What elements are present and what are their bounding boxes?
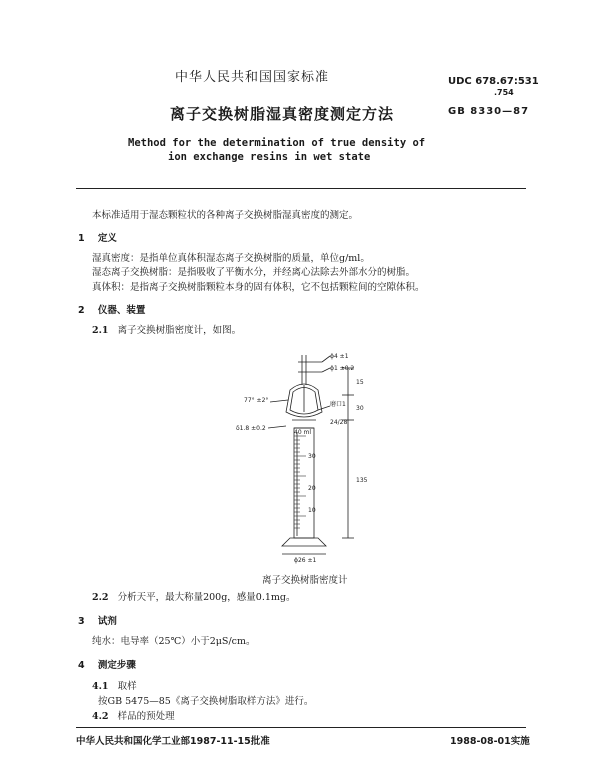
udc-number: 678.67:531 <box>475 76 539 87</box>
section-4-2: 4.2 样品的预处理 <box>92 711 175 722</box>
label-neck: 磨口1 <box>330 401 346 408</box>
label-joint: 24/28 <box>330 419 348 426</box>
label-10: 10 <box>308 507 316 514</box>
label-d4: ϕ4 ±1 <box>330 353 349 360</box>
standard-header: 中华人民共和国国家标准 <box>175 70 330 85</box>
section-4-1: 4.1 取样 <box>92 681 137 692</box>
label-h30: 30 <box>356 405 364 412</box>
title-english-line1: Method for the determination of true density of <box>128 137 426 149</box>
section-2-heading: 2 仪器、装置 <box>78 305 146 316</box>
section-2-1: 2.1 离子交换树脂密度计，如图。 <box>92 325 242 336</box>
section-3-text: 纯水：电导率（25℃）小于2μS/cm。 <box>92 636 256 647</box>
header-rule <box>76 188 526 189</box>
densitometer-figure <box>230 350 390 565</box>
approval-text: 中华人民共和国化学工业部1987-11-15批准 <box>76 736 270 747</box>
section-4-1-text: 按GB 5475—85《离子交换树脂取样方法》进行。 <box>98 696 314 707</box>
definition-item: 湿真密度：是指单位真体积湿态离子交换树脂的质量，单位g/ml。 <box>92 253 370 264</box>
definition-item: 湿态离子交换树脂：是指吸收了平衡水分，并经离心法除去外部水分的树脂。 <box>92 267 416 278</box>
label-angle: 77° ±2° <box>244 397 269 404</box>
intro-text: 本标准适用于湿态颗粒状的各种离子交换树脂湿真密度的测定。 <box>92 210 359 221</box>
section-3-heading: 3 试剂 <box>78 616 117 627</box>
section-1-heading: 1 定义 <box>78 233 117 244</box>
udc-code-2: .754 <box>494 88 514 97</box>
title-english-line2: ion exchange resins in wet state <box>168 151 371 163</box>
figure-caption: 离子交换树脂密度计 <box>262 575 348 586</box>
definition-item: 真体积：是指离子交换树脂颗粒本身的固有体积，它不包括颗粒间的空隙体积。 <box>92 282 425 293</box>
label-40ml: 40 ml <box>294 429 312 436</box>
label-30: 30 <box>308 453 316 460</box>
udc-code <box>448 76 539 87</box>
section-2-2: 2.2 分析天平，最大称量200g，感量0.1mg。 <box>92 592 296 603</box>
label-20: 20 <box>308 485 316 492</box>
footer-rule <box>76 727 526 728</box>
udc-label: UDC <box>448 76 472 87</box>
effective-date: 1988-08-01实施 <box>450 736 530 747</box>
gb-code: GB 8330—87 <box>448 106 530 117</box>
label-h15: 15 <box>356 379 364 386</box>
label-base: ϕ26 ±1 <box>294 557 317 564</box>
label-h135: 135 <box>356 477 368 484</box>
section-4-heading: 4 测定步骤 <box>78 660 136 671</box>
label-wall: δ1.8 ±0.2 <box>236 425 266 432</box>
label-d1: ϕ1 ±0.2 <box>330 365 355 372</box>
title-chinese: 离子交换树脂湿真密度测定方法 <box>170 105 395 123</box>
